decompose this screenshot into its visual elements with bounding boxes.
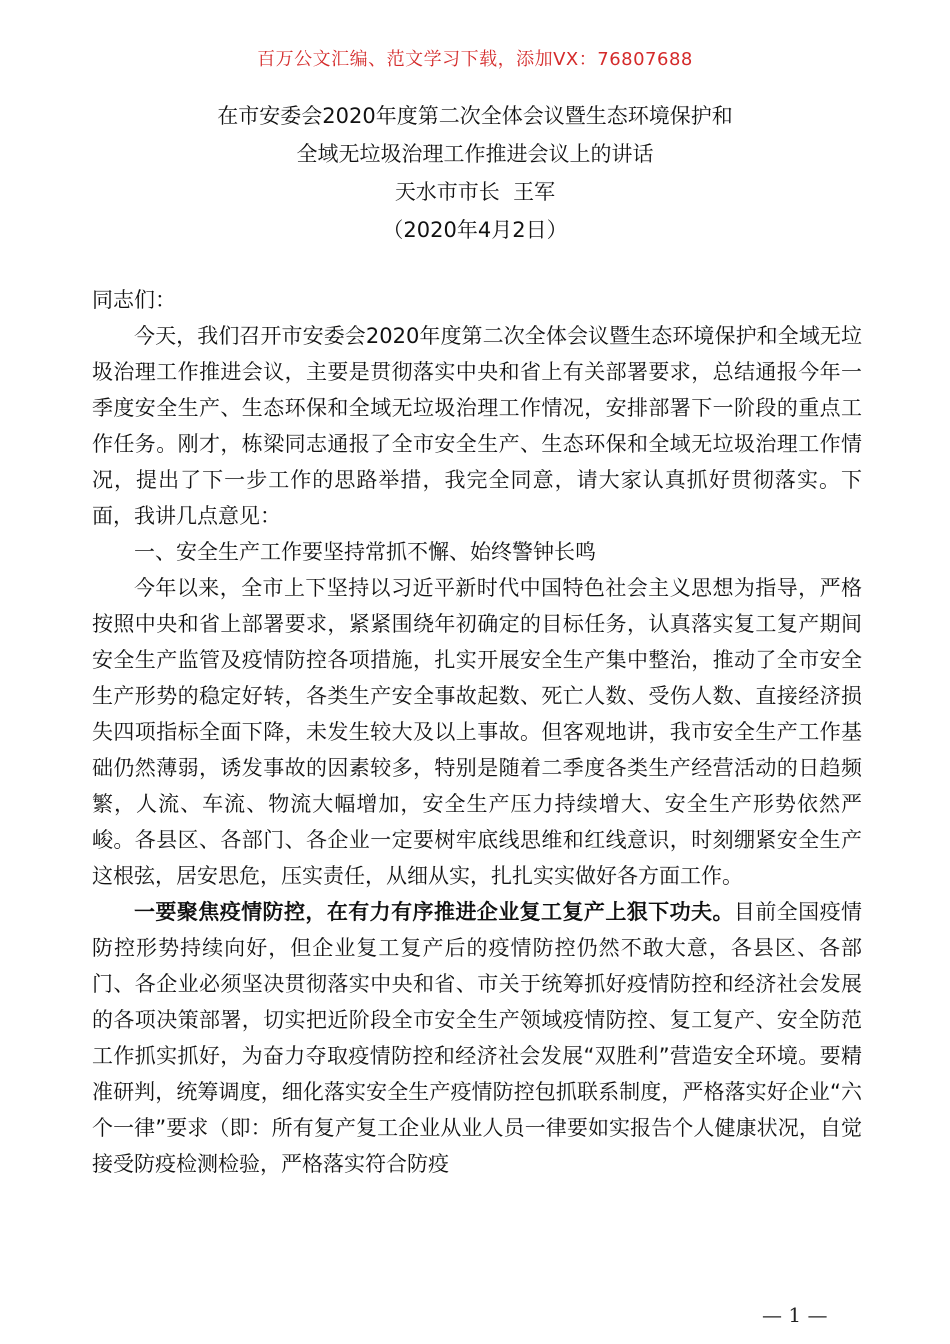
paragraph-intro: 今天，我们召开市安委会2020年度第二次全体会议暨生态环境保护和全域无垃圾治理工作推进会议，主要是贯彻落实中央和省上有关部署要求，总结通报今年一季度安全生产、生态环保和全域无垃圾治理工作情况，安排部署下一阶段的重点工作任务。刚才，栋梁同志通报了全市安全生产、生态环保和全域无垃圾治理工作情况，提出了下一步工作的思路举措，我完全同意，请大家认真抓好贯彻落实。下面，我讲几点意见： <box>92 324 862 528</box>
salutation: 同志们： <box>92 288 176 312</box>
document-body <box>92 282 862 1182</box>
title-line-2: 全域无垃圾治理工作推进会议上的讲话 <box>296 142 654 166</box>
paragraph-lead-bold: 一要聚焦疫情防控，在有力有序推进企业复工复产上狠下功夫。 <box>134 900 734 924</box>
date-line: （2020年4月2日） <box>382 218 568 242</box>
title-line-1: 在市安委会2020年度第二次全体会议暨生态环境保护和 <box>217 104 733 128</box>
paragraph-safety-overview: 今年以来，全市上下坚持以习近平新时代中国特色社会主义思想为指导，严格按照中央和省上部署要求，紧紧围绕年初确定的目标任务，认真落实复工复产期间安全生产监管及疫情防控各项措施，扎实开展安全生产集中整治，推动了全市安全生产形势的稳定好转，各类生产安全事故起数、死亡人数、受伤人数、直接经济损失四项指标全面下降，未发生较大及以上事故。但客观地讲，我市安全生产工作基础仍然薄弱，诱发事故的因素较多，特别是随着二季度各类生产经营活动的日趋频繁，人流、车流、物流大幅增加，安全生产压力持续增大、安全生产形势依然严峻。各县区、各部门、各企业一定要树牢底线思维和红线意识，时刻绷紧安全生产这根弦，居安思危，压实责任，从细从实，扎扎实实做好各方面工作。 <box>92 576 862 888</box>
section-heading-1: 一、安全生产工作要坚持常抓不懈、始终警钟长鸣 <box>134 540 596 564</box>
paragraph-body-text: 目前全国疫情防控形势持续向好，但企业复工复产后的疫情防控仍然不敢大意，各县区、各部门、各企业必须坚决贯彻落实中央和省、市关于统筹抓好疫情防控和经济社会发展的各项决策部署，切实把近阶段全市安全生产领域疫情防控、复工复产、安全防范工作抓实抓好，为奋力夺取疫情防控和经济社会发展“双胜利”营造安全环境。要精准研判，统筹调度，细化落实安全生产疫情防控包抓联系制度，严格落实好企业“六个一律”要求（即：所有复产复工企业从业人员一律要如实报告个人健康状况，自觉接受防疫检测检验，严格落实符合防疫 <box>92 900 863 1176</box>
paragraph-epidemic-control <box>92 894 862 1182</box>
page-number-text: — 1 — <box>762 1303 828 1327</box>
document-title-block <box>0 97 950 249</box>
watermark-text: 百万公文汇编、范文学习下载，添加VX：76807688 <box>257 49 693 70</box>
speaker-line: 天水市市长 王军 <box>394 180 556 204</box>
